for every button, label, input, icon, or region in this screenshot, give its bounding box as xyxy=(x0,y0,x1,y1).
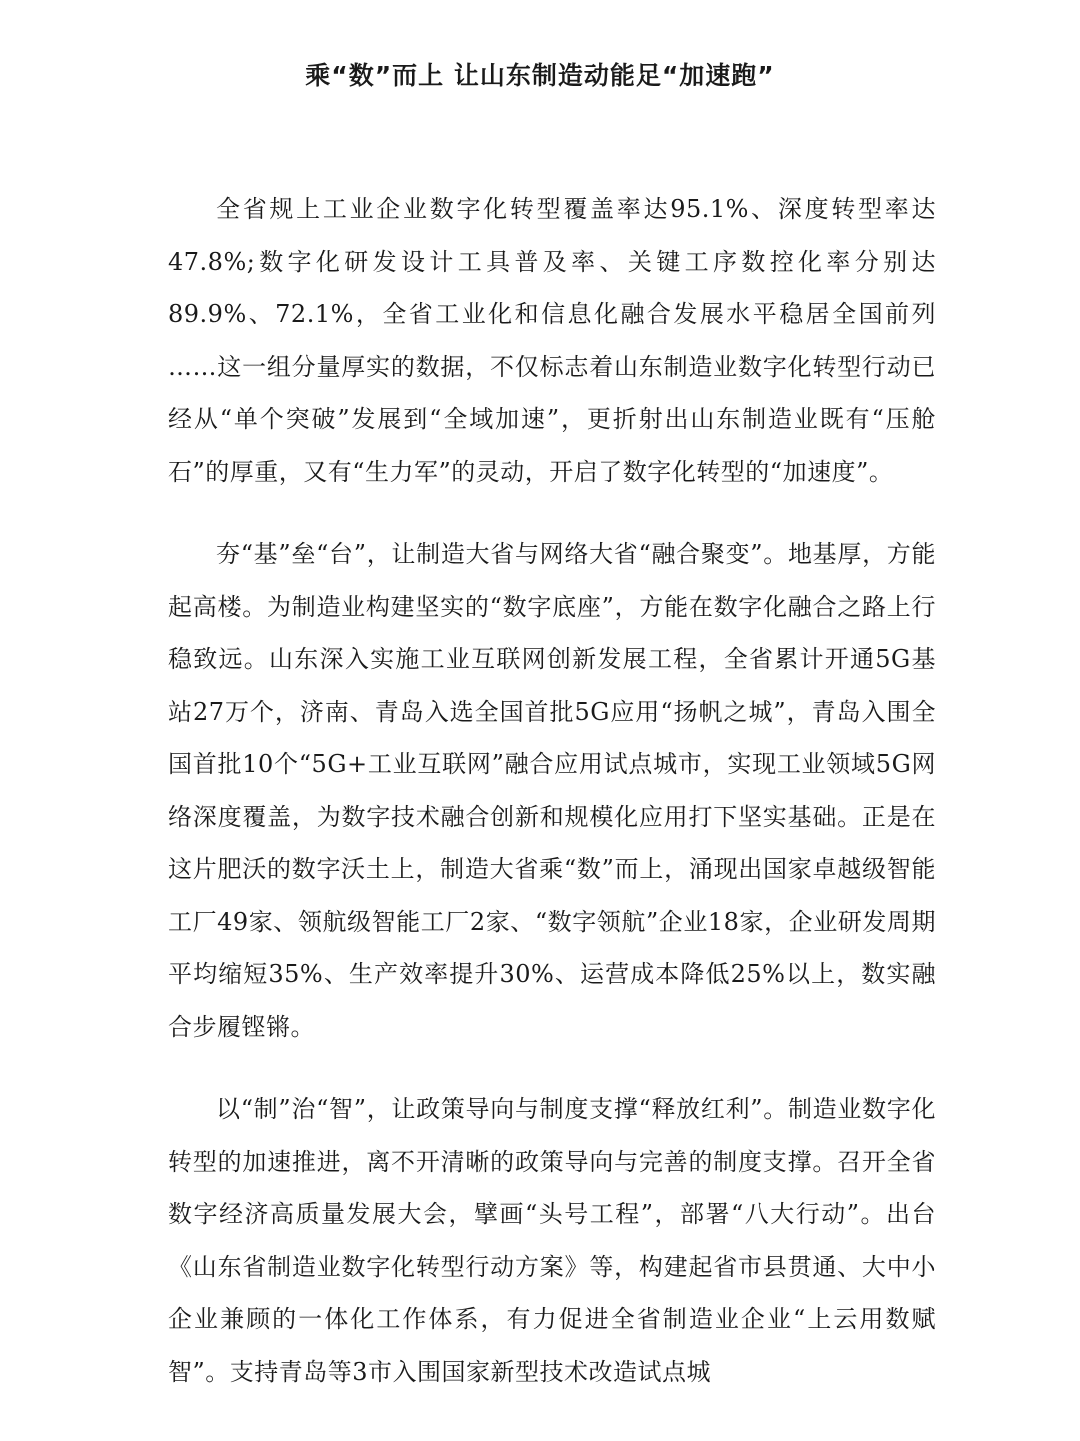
paragraph-network-foundation: 夯“基”垒“台”，让制造大省与网络大省“融合聚变”。地基厚，方能起高楼。为制造业构建坚实的“数字底座”，方能在数字化融合之路上行稳致远。山东深入实施工业互联网创新发展工程，全省累计开通5G基站27万个，济南、青岛入选全国首批5G应用“扬帆之城”，青岛入围全国首批10个“5G+工业互联网”融合应用试点城市，实现工业领域5G网络深度覆盖，为数字技术融合创新和规模化应用打下坚实基础。正是在这片肥沃的数字沃土上，制造大省乘“数”而上，涌现出国家卓越级智能工厂49家、领航级智能工厂2家、“数字领航”企业18家，企业研发周期平均缩短35%、生产效率提升30%、运营成本降低25%以上，数实融合步履铿锵。 xyxy=(168,540,936,1041)
paragraph-policy-support: 以“制”治“智”，让政策导向与制度支撑“释放红利”。制造业数字化转型的加速推进，离不开清晰的政策导向与完善的制度支撑。召开全省数字经济高质量发展大会，擘画“头号工程”，部署“八大行动”。出台《山东省制造业数字化转型行动方案》等，构建起省市县贯通、大中小企业兼顾的一体化工作体系，有力促进全省制造业企业“上云用数赋智”。支持青岛等3市入围国家新型技术改造试点城 xyxy=(168,1095,936,1386)
article-title: 乘“数”而上 让山东制造动能足“加速跑” xyxy=(305,61,775,90)
paragraph-digital-transformation-stats: 全省规上工业企业数字化转型覆盖率达95.1%、深度转型率达47.8%;数字化研发设计工具普及率、关键工序数控化率分别达89.9%、72.1%，全省工业化和信息化融合发展水平稳居全国前列 ……这一组分量厚实的数据，不仅标志着山东制造业数字化转型行动已经从“单个突破”发展到“全域加速”，更折射出山东制造业既有“压舱石”的厚重，又有“生力军”的灵动，开启了数字化转型的“加速度”。 xyxy=(168,195,936,486)
article-body xyxy=(168,183,936,1428)
